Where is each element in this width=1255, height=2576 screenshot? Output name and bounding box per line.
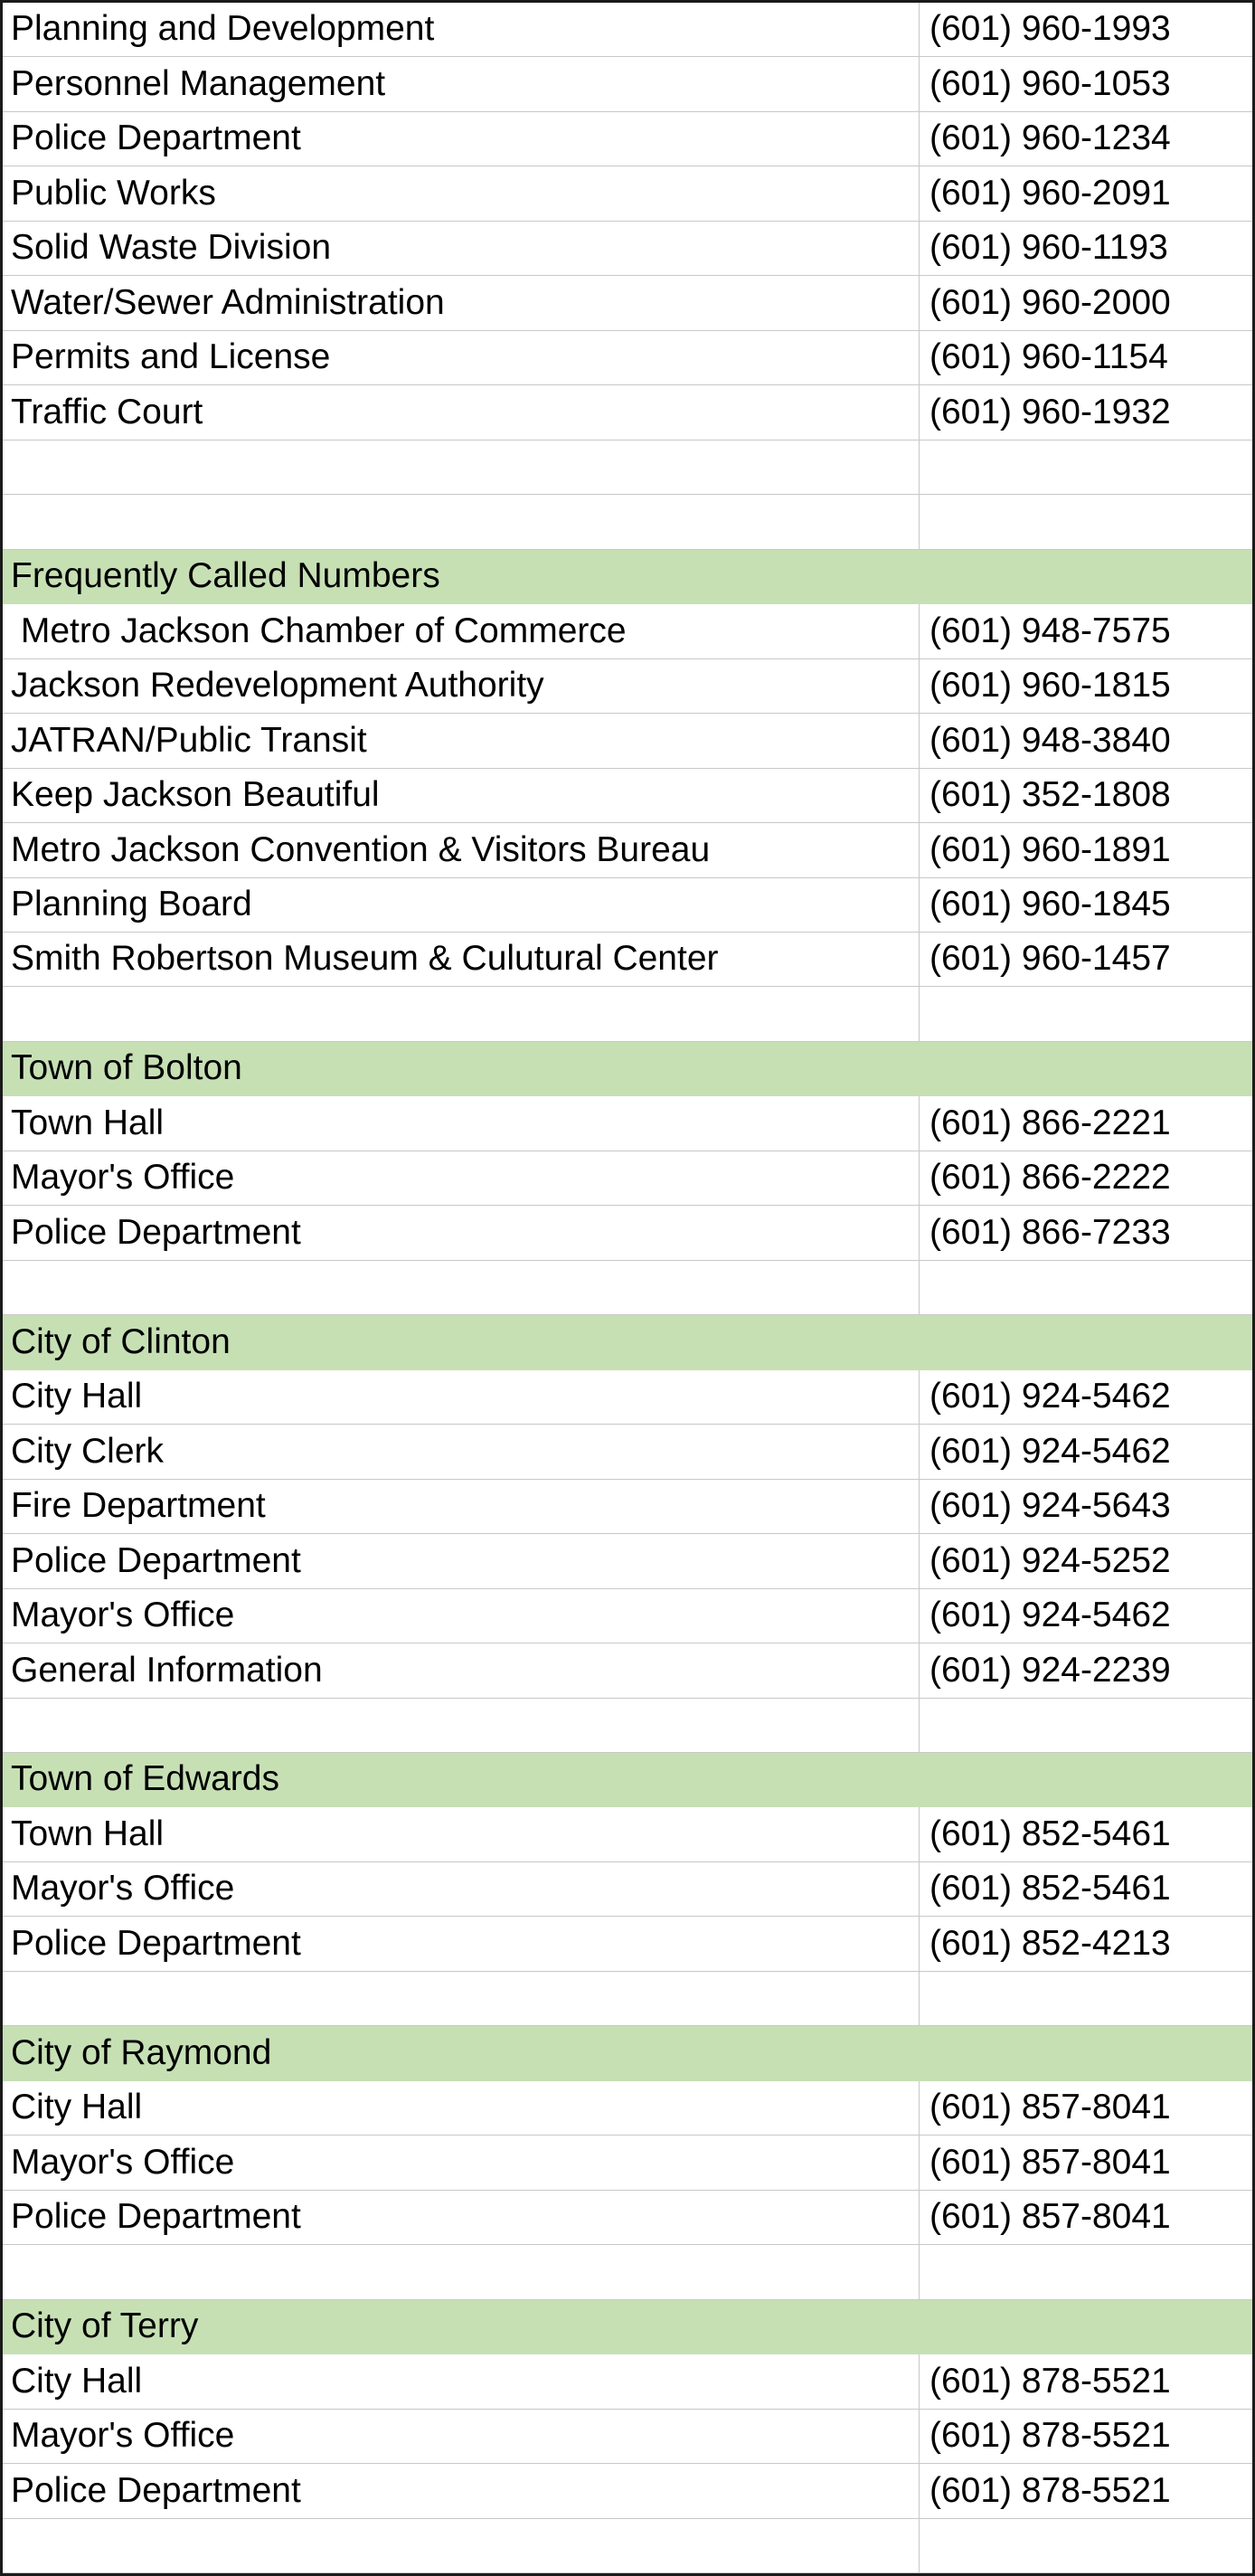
entry-phone-cell: (601) 924-5252 xyxy=(929,1540,1171,1580)
section-heading-text: Frequently Called Numbers xyxy=(11,556,440,596)
entry-name-cell: Metro Jackson Convention & Visitors Bureau xyxy=(3,823,920,876)
directory-row xyxy=(3,1206,1252,1260)
entry-phone-cell: (601) 960-2000 xyxy=(929,282,1171,322)
directory-row xyxy=(3,823,1252,877)
entry-name-cell: Mayor's Office xyxy=(3,1589,920,1643)
blank-row xyxy=(3,440,1252,495)
entry-phone-cell xyxy=(920,1699,1252,1752)
directory-row xyxy=(3,2191,1252,2245)
directory-row xyxy=(3,1370,1252,1425)
entry-phone-cell: (601) 852-4213 xyxy=(929,1923,1171,1963)
entry-name-cell: Planning Board xyxy=(3,878,920,932)
entry-phone-cell: (601) 857-8041 xyxy=(929,2197,1171,2237)
directory-row xyxy=(3,714,1252,768)
entry-phone-cell xyxy=(920,1261,1252,1314)
entry-name-cell: City Clerk xyxy=(3,1425,920,1478)
directory-row xyxy=(3,933,1252,987)
entry-phone-cell: (601) 852-5461 xyxy=(929,1869,1171,1908)
entry-name-cell: Traffic Court xyxy=(3,385,920,439)
entry-phone-cell: (601) 924-2239 xyxy=(929,1650,1171,1690)
section-header xyxy=(3,1315,1252,1369)
directory-row xyxy=(3,2464,1252,2518)
entry-phone-cell: (601) 878-5521 xyxy=(929,2361,1171,2401)
entry-phone-cell: (601) 866-7233 xyxy=(929,1212,1171,1252)
blank-row xyxy=(3,495,1252,549)
entry-phone-cell xyxy=(920,2245,1252,2298)
entry-phone-cell: (601) 960-1815 xyxy=(929,666,1171,706)
blank-row xyxy=(3,1972,1252,2026)
directory-row xyxy=(3,1807,1252,1861)
entry-phone-cell xyxy=(920,495,1252,548)
directory-row xyxy=(3,57,1252,111)
entry-name-cell xyxy=(3,1699,920,1752)
blank-row xyxy=(3,1699,1252,1753)
entry-phone-cell: (601) 948-3840 xyxy=(929,720,1171,760)
section-header xyxy=(3,550,1252,604)
blank-row xyxy=(3,987,1252,1041)
entry-phone-cell: (601) 878-5521 xyxy=(929,2416,1171,2456)
entry-name-cell: Police Department xyxy=(3,112,920,166)
blank-row xyxy=(3,1261,1252,1315)
entry-phone-cell xyxy=(920,440,1252,494)
entry-phone-cell: (601) 924-5462 xyxy=(929,1431,1171,1471)
directory-row xyxy=(3,1862,1252,1917)
entry-phone-cell: (601) 960-1053 xyxy=(929,63,1171,103)
directory-row xyxy=(3,2410,1252,2464)
directory-row xyxy=(3,1643,1252,1698)
directory-row xyxy=(3,1917,1252,1971)
entry-name-cell: Mayor's Office xyxy=(3,1151,920,1205)
entry-name-cell: City Hall xyxy=(3,1370,920,1424)
directory-row xyxy=(3,166,1252,221)
entry-name-cell: City Hall xyxy=(3,2354,920,2408)
entry-name-cell xyxy=(3,495,920,548)
entry-phone-cell: (601) 960-1932 xyxy=(929,392,1171,431)
section-header xyxy=(3,2026,1252,2080)
directory-row xyxy=(3,112,1252,166)
entry-phone-cell: (601) 960-1457 xyxy=(929,939,1171,979)
directory-row xyxy=(3,1151,1252,1206)
entry-name-cell: City Hall xyxy=(3,2081,920,2135)
entry-phone-cell: (601) 924-5643 xyxy=(929,1486,1171,1526)
directory-row xyxy=(3,276,1252,330)
entry-name-cell xyxy=(3,2245,920,2298)
directory-row xyxy=(3,878,1252,933)
entry-name-cell: JATRAN/Public Transit xyxy=(3,714,920,767)
directory-row xyxy=(3,2354,1252,2409)
entry-phone-cell: (601) 857-8041 xyxy=(929,2088,1171,2127)
section-heading-text: Town of Bolton xyxy=(11,1048,242,1088)
entry-phone-cell: (601) 857-8041 xyxy=(929,2142,1171,2182)
directory-row xyxy=(3,1096,1252,1151)
entry-name-cell: Metro Jackson Chamber of Commerce xyxy=(3,604,920,658)
entry-name-cell: Mayor's Office xyxy=(3,1862,920,1916)
entry-name-cell: Police Department xyxy=(3,1206,920,1259)
directory-row xyxy=(3,659,1252,714)
directory-row xyxy=(3,769,1252,823)
entry-phone-cell: (601) 960-1891 xyxy=(929,829,1171,869)
directory-row xyxy=(3,604,1252,658)
entry-name-cell: Police Department xyxy=(3,2191,920,2244)
entry-phone-cell: (601) 960-1234 xyxy=(929,118,1171,158)
directory-row xyxy=(3,1534,1252,1588)
directory-row xyxy=(3,2136,1252,2190)
entry-phone-cell: (601) 948-7575 xyxy=(929,611,1171,650)
entry-name-cell xyxy=(3,1972,920,2025)
entry-name-cell: Fire Department xyxy=(3,1480,920,1533)
entry-name-cell: Police Department xyxy=(3,2464,920,2517)
section-header xyxy=(3,2300,1252,2354)
entry-name-cell: Personnel Management xyxy=(3,57,920,110)
entry-name-cell: Mayor's Office xyxy=(3,2410,920,2463)
directory-row xyxy=(3,3,1252,57)
entry-name-cell xyxy=(3,440,920,494)
entry-name-cell xyxy=(3,2519,920,2572)
entry-name-cell: Police Department xyxy=(3,1534,920,1587)
entry-name-cell xyxy=(3,987,920,1040)
section-header xyxy=(3,1042,1252,1096)
directory-row xyxy=(3,2081,1252,2136)
entry-name-cell: Public Works xyxy=(3,166,920,220)
directory-row xyxy=(3,1425,1252,1479)
entry-phone-cell: (601) 960-1993 xyxy=(929,9,1171,49)
entry-name-cell xyxy=(3,1261,920,1314)
entry-name-cell: Planning and Development xyxy=(3,3,920,56)
entry-phone-cell: (601) 924-5462 xyxy=(929,1596,1171,1635)
entry-name-cell: Smith Robertson Museum & Culutural Center xyxy=(3,933,920,986)
entry-phone-cell: (601) 960-1154 xyxy=(929,337,1168,377)
entry-phone-cell xyxy=(920,2519,1252,2572)
entry-phone-cell: (601) 352-1808 xyxy=(929,775,1171,815)
entry-phone-cell: (601) 924-5462 xyxy=(929,1377,1171,1416)
entry-phone-cell: (601) 866-2221 xyxy=(929,1103,1171,1142)
directory-row xyxy=(3,1480,1252,1534)
entry-phone-cell xyxy=(920,1972,1252,2025)
directory-row xyxy=(3,385,1252,440)
entry-name-cell: Solid Waste Division xyxy=(3,222,920,275)
entry-name-cell: Town Hall xyxy=(3,1807,920,1861)
entry-phone-cell: (601) 878-5521 xyxy=(929,2470,1171,2510)
blank-row xyxy=(3,2245,1252,2299)
entry-name-cell: Keep Jackson Beautiful xyxy=(3,769,920,822)
entry-phone-cell: (601) 960-1193 xyxy=(929,228,1168,268)
entry-name-cell: Police Department xyxy=(3,1917,920,1970)
entry-phone-cell: (601) 960-1845 xyxy=(929,884,1171,923)
blank-row xyxy=(3,2519,1252,2573)
section-heading-text: Town of Edwards xyxy=(11,1759,279,1799)
entry-name-cell: Permits and License xyxy=(3,331,920,384)
section-heading-text: City of Raymond xyxy=(11,2032,272,2072)
section-heading-text: City of Terry xyxy=(11,2306,199,2346)
entry-name-cell: Mayor's Office xyxy=(3,2136,920,2189)
section-header xyxy=(3,1753,1252,1807)
section-heading-text: City of Clinton xyxy=(11,1321,231,1361)
entry-name-cell: Town Hall xyxy=(3,1096,920,1150)
entry-phone-cell: (601) 852-5461 xyxy=(929,1814,1171,1853)
directory-row xyxy=(3,1589,1252,1643)
entry-phone-cell xyxy=(920,987,1252,1040)
entry-name-cell: Water/Sewer Administration xyxy=(3,276,920,329)
entry-phone-cell: (601) 866-2222 xyxy=(929,1158,1171,1198)
directory-row xyxy=(3,331,1252,385)
entry-phone-cell: (601) 960-2091 xyxy=(929,173,1171,213)
directory-row xyxy=(3,222,1252,276)
entry-name-cell: Jackson Redevelopment Authority xyxy=(3,659,920,713)
entry-name-cell: General Information xyxy=(3,1643,920,1697)
